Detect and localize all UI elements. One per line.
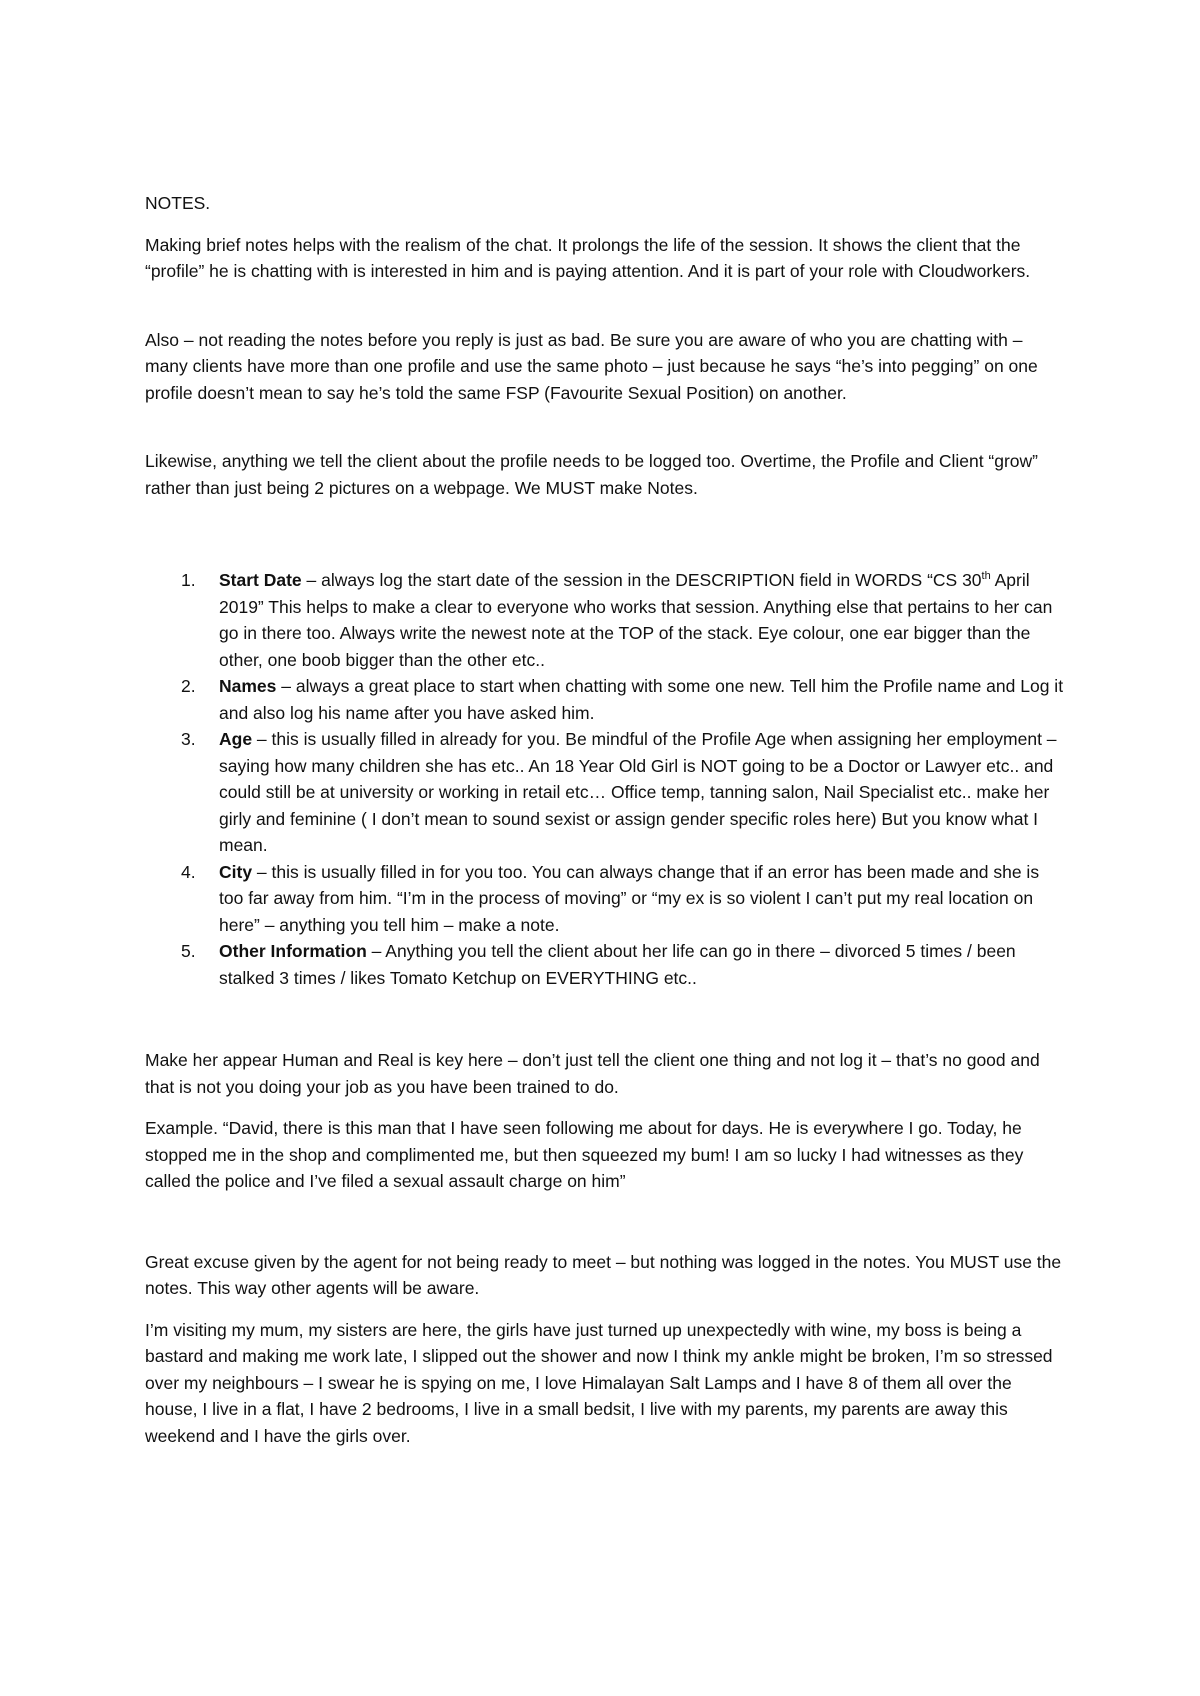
paragraph-likewise: Likewise, anything we tell the client about the profile needs to be logged too. Overtime, the Profile and Client “grow” rather than just being 2 pictures on a webpage. We MUST make Notes. bbox=[145, 451, 1039, 498]
list-item-age bbox=[145, 726, 1065, 859]
list-number: 1. bbox=[181, 570, 196, 590]
list-term: Other Information bbox=[219, 941, 367, 961]
list-item-other-information bbox=[145, 938, 1065, 991]
list-term: City bbox=[219, 861, 253, 882]
paragraph-example: Example. “David, there is this man that I have seen following me about for days. He is everywhere I go. Today, he stopped me in the shop and complimented me, but then squeezed my bum! I am so lucky I had witnesses as they called the police and I’ve filed a sexual assault charge on him” bbox=[145, 1118, 1024, 1191]
list-item-names bbox=[145, 673, 1065, 726]
list-item-start-date bbox=[145, 567, 1065, 673]
list-term: Start Date bbox=[219, 570, 302, 590]
document-body bbox=[145, 190, 1065, 1449]
ordinal-suffix: th bbox=[981, 570, 991, 583]
list-text-continued: April 2019” This helps to make a clear to everyone who works that session. Anything else that pertains to her can go in there too. Always write the newest note at the TOP of the stack. Eye colour, one ear bigger than the other, one boob bigger than the other etc.. bbox=[219, 570, 1053, 670]
notes-fields-list bbox=[145, 567, 1065, 991]
list-term: Names bbox=[219, 676, 277, 696]
list-text: – this is usually filled in for you too. You can always change that if an error has been made and she is too far away from him. “I’m in the process of moving” or “my ex is so violent I can’t put my real location on here” – anything you tell him – make a note. bbox=[219, 861, 1040, 935]
list-term: Age bbox=[219, 729, 253, 749]
list-text: – Anything you tell the client about her life can go in there – divorced 5 times / been stalked 3 times / likes Tomato Ketchup on EVERYTHING etc.. bbox=[219, 941, 1016, 988]
list-text: – this is usually filled in already for you. Be mindful of the Profile Age when assigning her employment – saying how many children she has etc.. An 18 Year Old Girl is NOT going to be a Doctor or Lawyer etc.. and could still be at university or working in retail etc… Office temp, tanning salon, Nail Specialist etc.. make her girly and feminine ( I don’t mean to sound sexist or assign gender specific roles here) But you know what I mean. bbox=[219, 729, 1057, 855]
list-number: 5. bbox=[181, 941, 196, 961]
list-number: 3. bbox=[181, 729, 196, 749]
list-number: 2. bbox=[181, 676, 196, 696]
paragraph-human-real: Make her appear Human and Real is key here – don’t just tell the client one thing and not log it – that’s no good and that is not you doing your job as you have been trained to do. bbox=[145, 1050, 1040, 1097]
paragraph-intro: Making brief notes helps with the realism of the chat. It prolongs the life of the session. It shows the client that the “profile” he is chatting with is interested in him and is paying attention. And it is part of your role with Cloudworkers. bbox=[145, 234, 1031, 281]
paragraph-excuse-list: I’m visiting my mum, my sisters are here, the girls have just turned up unexpectedly with wine, my boss is being a bastard and making me work late, I slipped out the shower and now I think my ankle might be broken, I’m so stressed over my neighbours – I swear he is spying on me, I love Himalayan Salt Lamps and I have 8 of them all over the house, I live in a flat, I have 2 bedrooms, I live in a small bedsit, I live with my parents, my parents are away this weekend and I have the girls over. bbox=[145, 1319, 1053, 1446]
paragraph-reading-notes: Also – not reading the notes before you reply is just as bad. Be sure you are aware of who you are chatting with – many clients have more than one profile and use the same photo – just because he says “he’s into pegging” on one profile doesn’t mean to say he’s told the same FSP (Favourite Sexual Position) on another. bbox=[145, 329, 1038, 403]
list-text: – always log the start date of the session in the DESCRIPTION field in WORDS “CS 30 bbox=[301, 570, 982, 590]
paragraph-great-excuse: Great excuse given by the agent for not being ready to meet – but nothing was logged in the notes. You MUST use the notes. This way other agents will be aware. bbox=[145, 1251, 1062, 1298]
list-item-city bbox=[145, 859, 1065, 939]
list-number: 4. bbox=[181, 861, 196, 882]
list-text: – always a great place to start when chatting with some one new. Tell him the Profile name and Log it and also log his name after you have asked him. bbox=[219, 676, 1064, 723]
document-title: NOTES. bbox=[145, 193, 211, 213]
